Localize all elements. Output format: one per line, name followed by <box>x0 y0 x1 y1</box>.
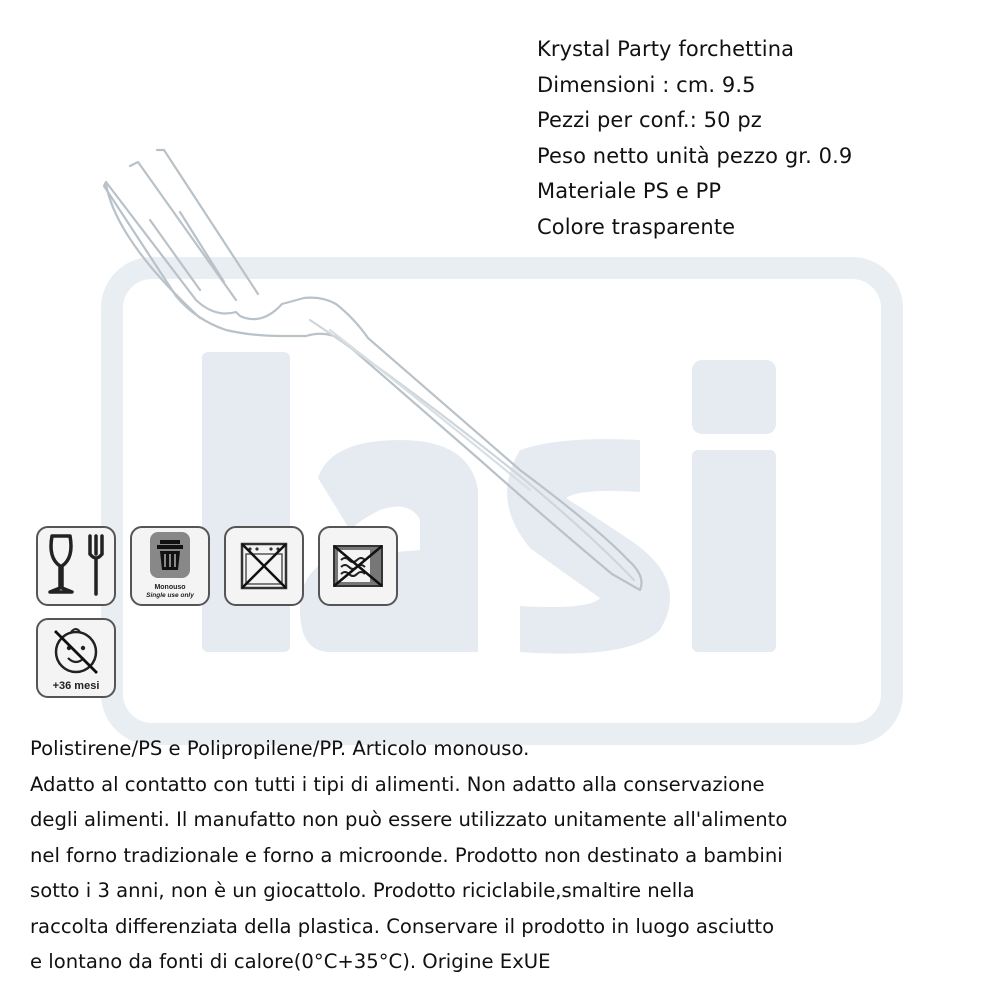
no-children-icon <box>36 618 116 698</box>
product-material: Materiale PS e PP <box>537 179 722 203</box>
product-specs <box>537 32 852 245</box>
product-description <box>30 731 975 980</box>
icon-caption-single-use: Single use only <box>146 592 194 599</box>
icon-caption-age: +36 mesi <box>52 680 100 692</box>
description-line: raccolta differenziata della plastica. Conservare il prodotto in luogo asciutto <box>30 914 775 938</box>
description-line: Polistirene/PS e Polipropilene/PP. Articolo monouso. <box>30 737 530 760</box>
product-dimensions: Dimensioni : cm. 9.5 <box>537 72 756 97</box>
product-color: Colore trasparente <box>537 214 736 239</box>
single-use-bin-icon <box>130 526 210 606</box>
description-line: sotto i 3 anni, non è un giocattolo. Prodotto riciclabile,smaltire nella <box>30 879 695 902</box>
description-line: Adatto al contatto con tutti i tipi di alimenti. Non adatto alla conservazione <box>30 772 765 796</box>
food-contact-icon <box>36 526 116 606</box>
no-microwave-icon <box>318 526 398 606</box>
description-line: e lontano da fonti di calore(0°C+35°C). Origine ExUE <box>30 950 551 973</box>
description-line: nel forno tradizionale e forno a microonde. Prodotto non destinato a bambini <box>30 843 783 867</box>
icon-caption-monouso: Monouso <box>154 584 186 591</box>
product-weight: Peso netto unità pezzo gr. 0.9 <box>537 143 853 168</box>
product-name: Krystal Party forchettina <box>537 37 795 61</box>
no-oven-icon <box>224 526 304 606</box>
description-line: degli alimenti. Il manufatto non può essere utilizzato unitamente all'alimento <box>30 808 788 831</box>
product-pieces: Pezzi per conf.: 50 pz <box>537 108 762 132</box>
